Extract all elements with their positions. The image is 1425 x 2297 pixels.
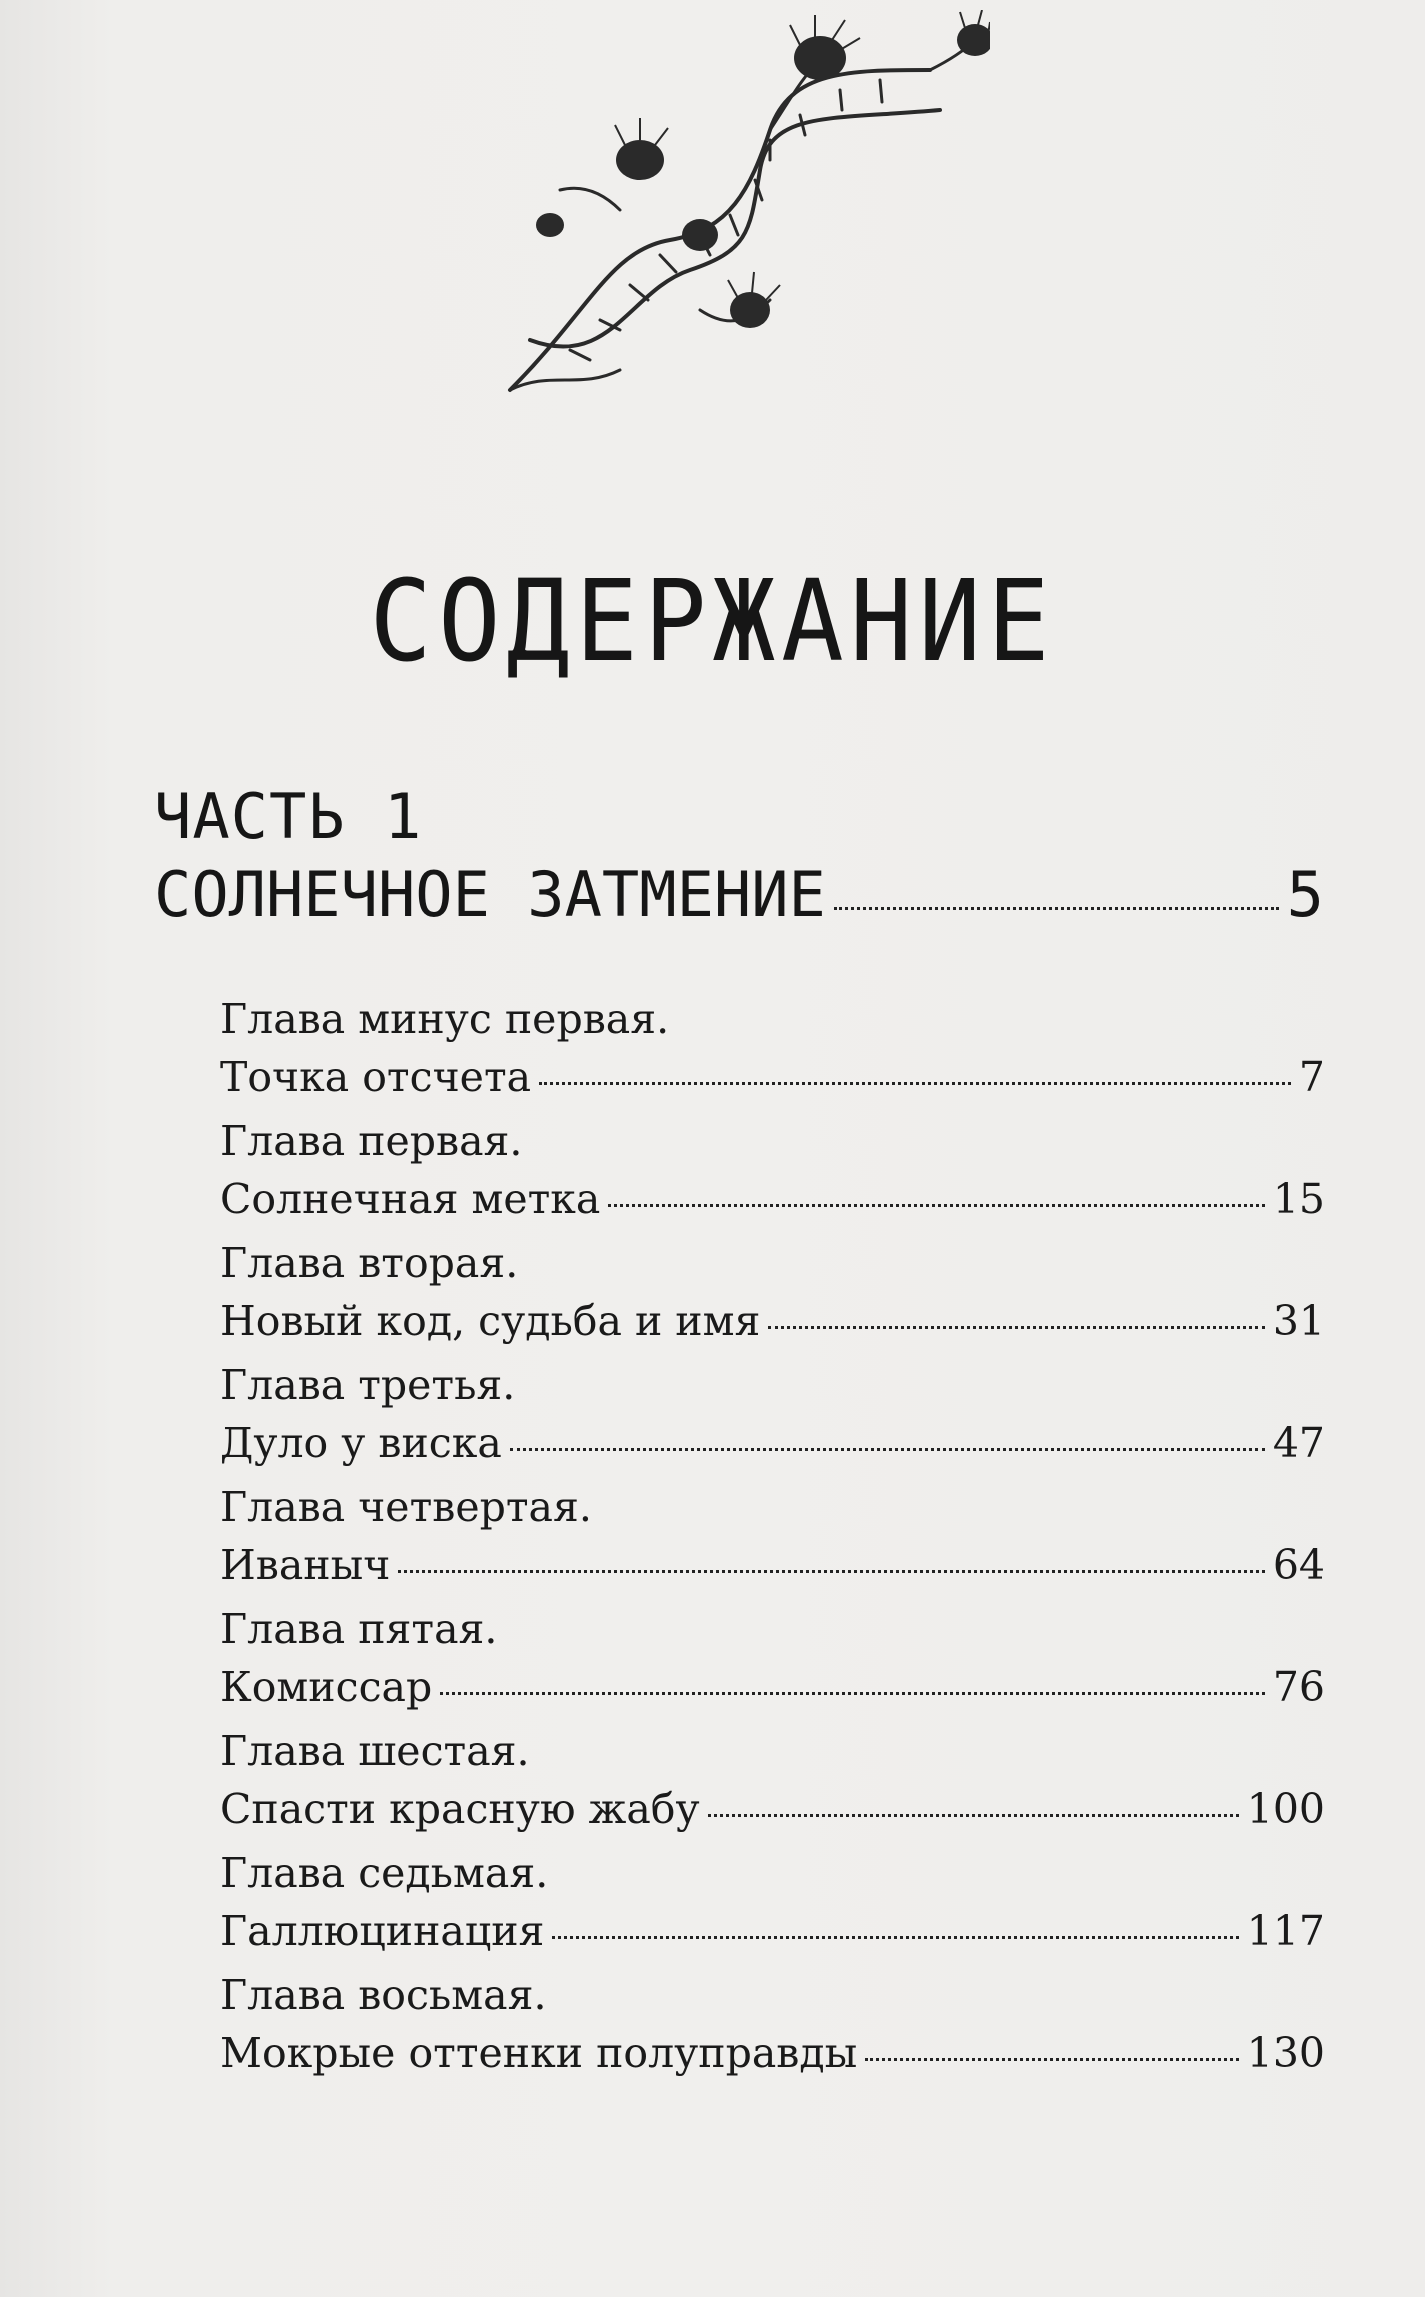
chapter-entry: [220, 1722, 1325, 1838]
chapter-entry: [220, 1966, 1325, 2082]
chapter-heading: Глава третья.: [220, 1361, 516, 1409]
chapter-entry: [220, 1234, 1325, 1350]
chapter-page-number: 31: [1272, 1297, 1325, 1345]
part-label: ЧАСТЬ 1: [154, 780, 423, 853]
chapter-title: Мокрые оттенки полуправды: [220, 2029, 858, 2077]
chapter-page-number: 47: [1272, 1419, 1325, 1467]
chapter-title: Точка отсчета: [220, 1053, 532, 1101]
chapter-title: Новый код, судьба и имя: [220, 1297, 761, 1345]
chapter-heading: Глава вторая.: [220, 1239, 519, 1287]
chapter-heading: Глава шестая.: [220, 1727, 530, 1775]
leader-dots: [539, 1082, 1291, 1085]
chapter-title: Галлюцинация: [220, 1907, 545, 1955]
chapter-title: Солнечная метка: [220, 1175, 601, 1223]
chapter-title: Комиссар: [220, 1663, 433, 1711]
chapter-heading: Глава восьмая.: [220, 1971, 547, 2019]
chapter-heading: Глава минус первая.: [220, 995, 670, 1043]
chapter-entry: [220, 1356, 1325, 1472]
chapter-title-row: [220, 1292, 1325, 1350]
chapter-entry: [220, 990, 1325, 1106]
chapter-title-row: [220, 2024, 1325, 2082]
leader-dots: [768, 1326, 1264, 1329]
leader-dots: [440, 1692, 1265, 1695]
chapter-heading: Глава четвертая.: [220, 1483, 592, 1531]
leader-dots: [552, 1936, 1238, 1939]
chapter-page-number: 15: [1272, 1175, 1325, 1223]
page-title: СОДЕРЖАНИЕ: [369, 555, 1056, 687]
leader-dots: [834, 907, 1279, 910]
chapter-title: Дуло у виска: [220, 1419, 502, 1467]
chapter-title-row: [220, 1170, 1325, 1228]
chapter-entry: [220, 1112, 1325, 1228]
chapter-page-number: 7: [1298, 1053, 1325, 1101]
chapter-page-number: 117: [1246, 1907, 1325, 1955]
chapter-entry: [220, 1844, 1325, 1960]
chapter-list: [220, 990, 1325, 2082]
leader-dots: [398, 1570, 1264, 1573]
leader-dots: [708, 1814, 1239, 1817]
chapter-page-number: 76: [1272, 1663, 1325, 1711]
part-page-number: 5: [1286, 858, 1324, 931]
part-entry: [154, 858, 1324, 931]
chapter-heading: Глава пятая.: [220, 1605, 498, 1653]
chapter-title-row: [220, 1658, 1325, 1716]
chapter-heading: Глава седьмая.: [220, 1849, 549, 1897]
leader-dots: [510, 1448, 1265, 1451]
leader-dots: [865, 2058, 1238, 2061]
chapter-title: Спасти красную жабу: [220, 1785, 700, 1833]
chapter-page-number: 130: [1246, 2029, 1325, 2077]
chapter-entry: [220, 1600, 1325, 1716]
chapter-page-number: 64: [1272, 1541, 1325, 1589]
chapter-title-row: [220, 1048, 1325, 1106]
chapter-heading: Глава первая.: [220, 1117, 523, 1165]
chapter-page-number: 100: [1246, 1785, 1325, 1833]
chapter-title-row: [220, 1536, 1325, 1594]
part-name: СОЛНЕЧНОЕ ЗАТМЕНИЕ: [154, 858, 826, 931]
chapter-title-row: [220, 1780, 1325, 1838]
chapter-title-row: [220, 1902, 1325, 1960]
chapter-title-row: [220, 1414, 1325, 1472]
dna-thistle-icon: [470, 10, 990, 430]
chapter-title: Иваныч: [220, 1541, 391, 1589]
leader-dots: [608, 1204, 1264, 1207]
chapter-entry: [220, 1478, 1325, 1594]
